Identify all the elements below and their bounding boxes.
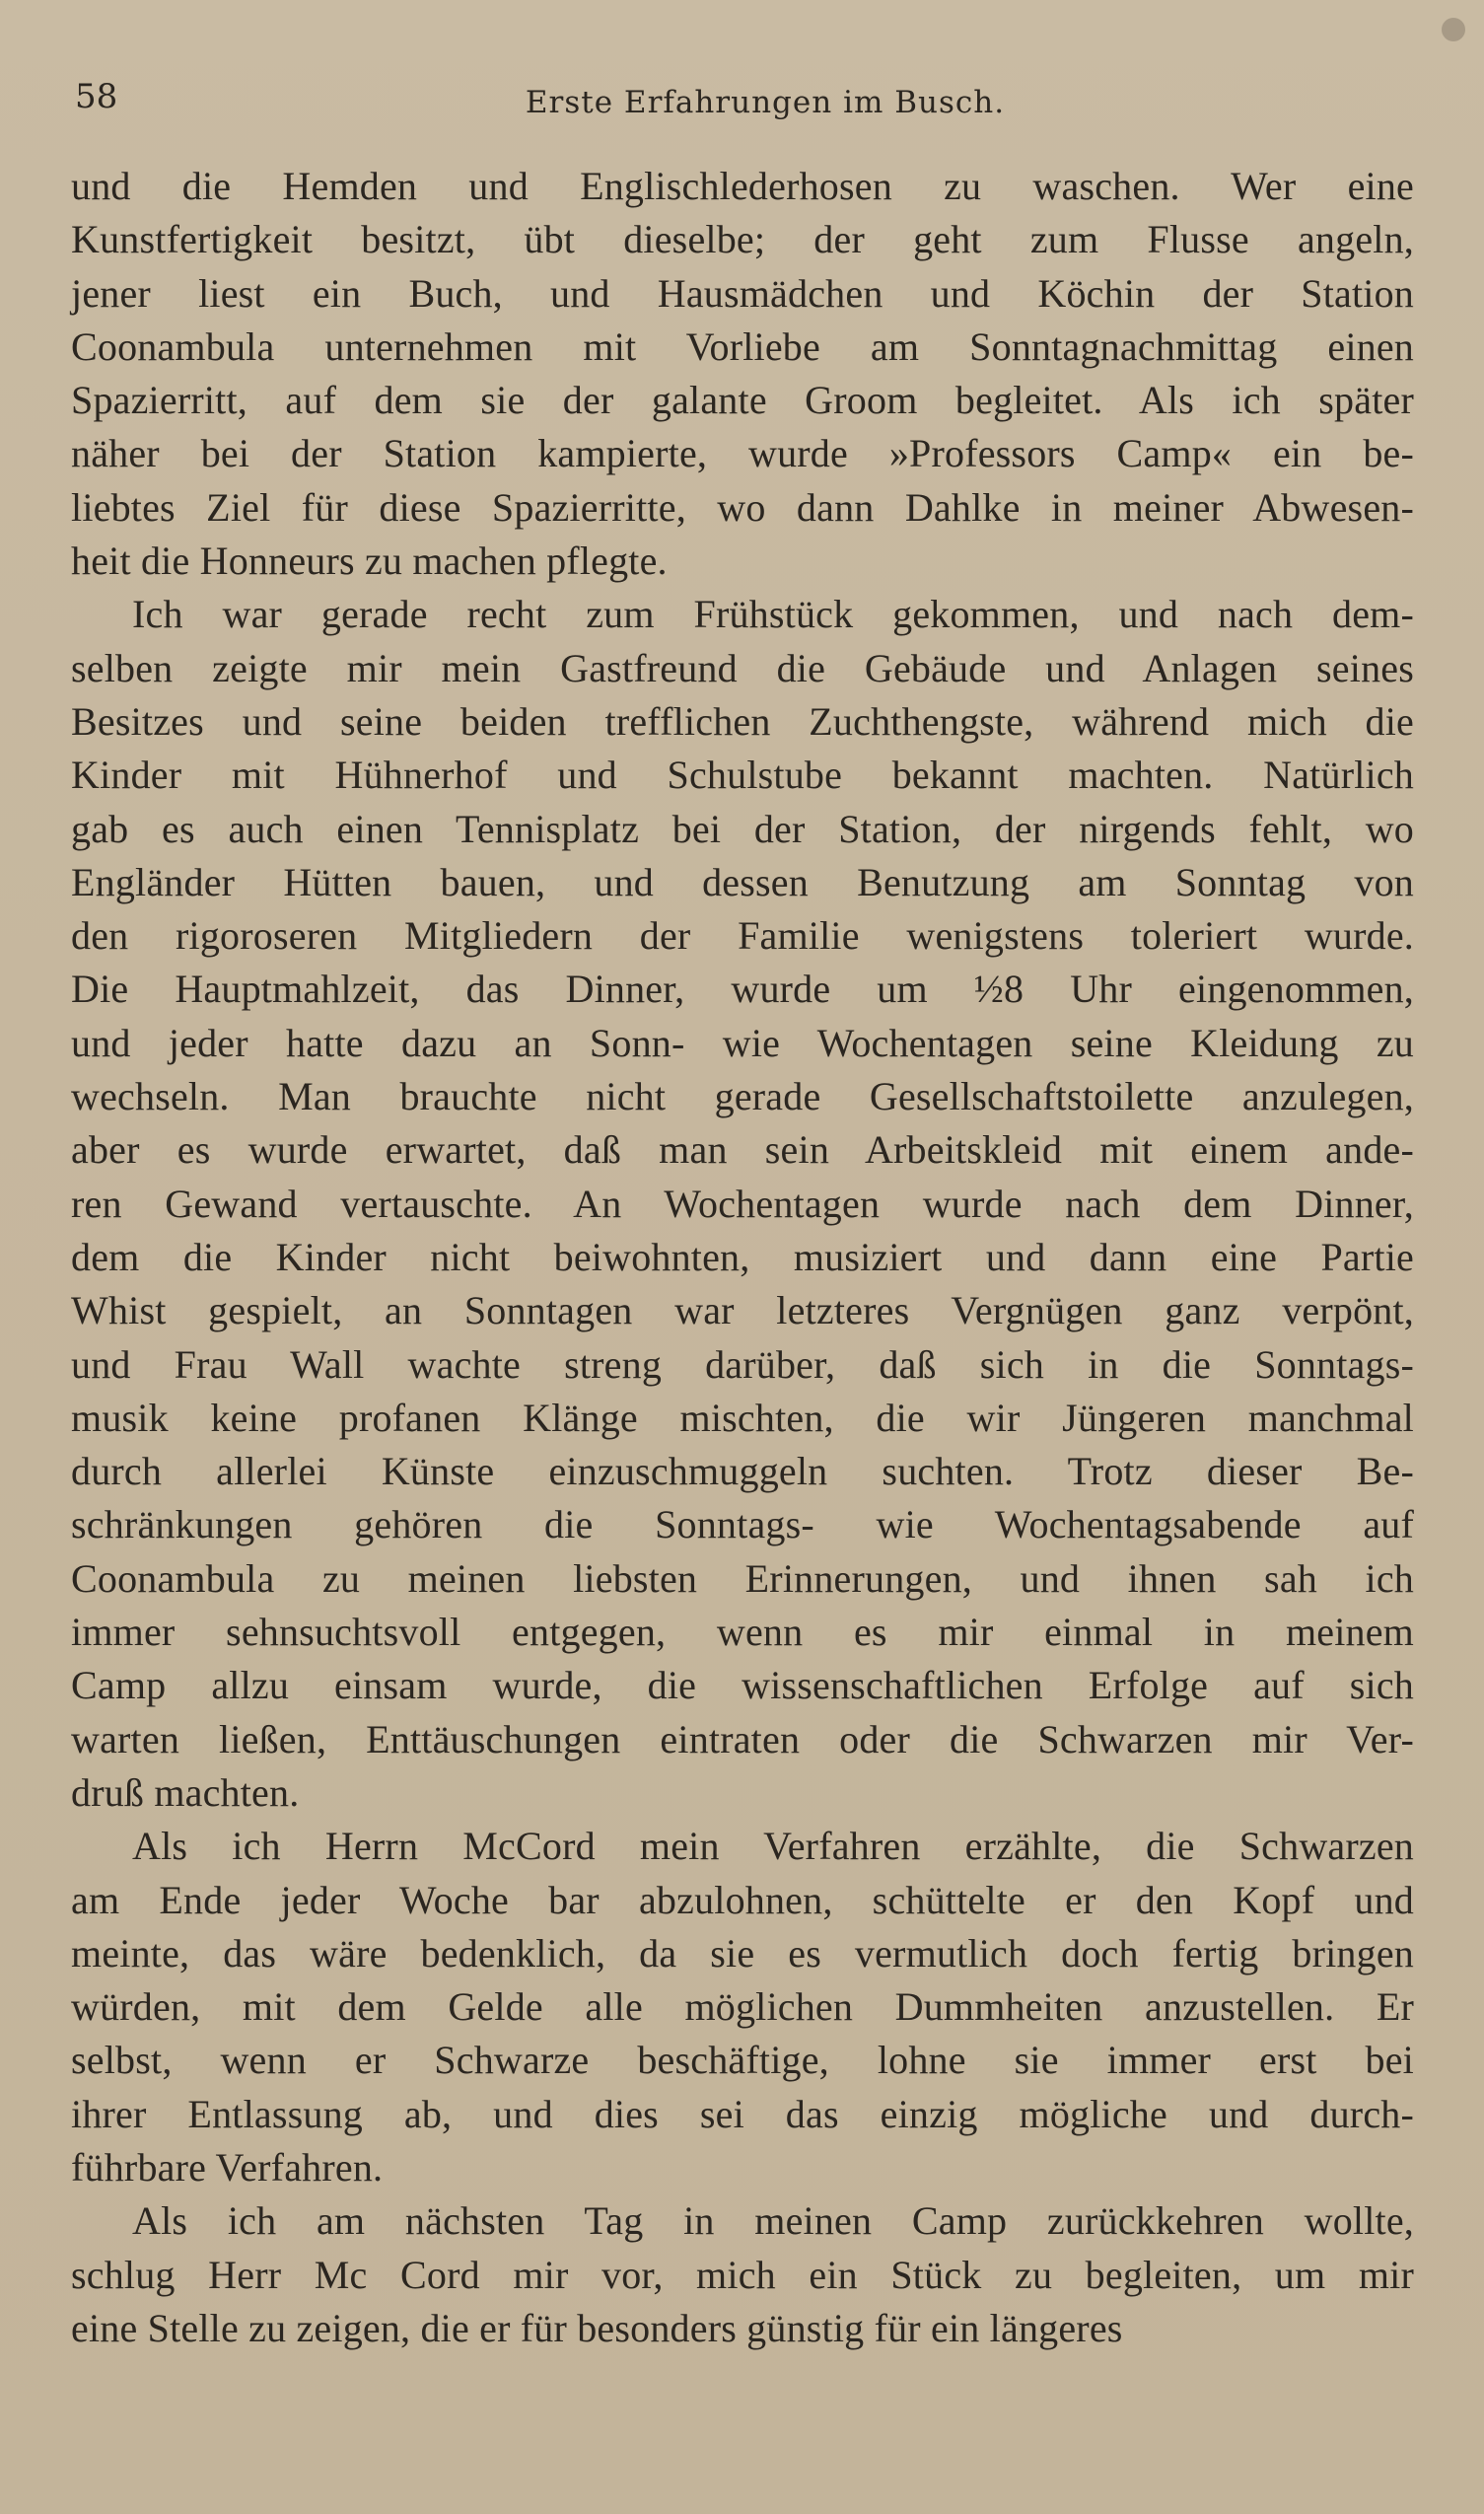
text-line: Ich war gerade recht zum Frühstück gekommen, und nach dem- (132, 592, 1414, 637)
page-number: 58 (75, 77, 118, 116)
text-line: und Frau Wall wachte streng darüber, daß sich in die Sonntags- (71, 1341, 1414, 1387)
text-line: Kinder mit Hühnerhof und Schulstube bekannt machten. Natürlich (71, 753, 1414, 798)
text-line: selben zeigte mir mein Gastfreund die Gebäude und Anlagen seines (71, 645, 1414, 690)
text-line: Als ich am nächsten Tag in meinen Camp zurückkehren wollte, (132, 2198, 1414, 2244)
text-line: jener liest ein Buch, und Hausmädchen und Köchin der Station (71, 270, 1414, 316)
text-line: und die Hemden und Englischlederhosen zu waschen. Wer eine (71, 164, 1414, 208)
text-line: aber es wurde erwartet, daß man sein Arbeitskleid mit einem ande- (71, 1127, 1414, 1173)
text-line: schlug Herr Mc Cord mir vor, mich ein Stück zu begleiten, um mir (71, 2252, 1414, 2297)
text-line: meinte, das wäre bedenklich, da sie es vermutlich doch fertig bringen (71, 1930, 1414, 1975)
text-line: immer sehnsuchtsvoll entgegen, wenn es mir einmal in meinem (71, 1610, 1414, 1655)
text-line: Whist gespielt, an Sonntagen war letzteres Vergnügen ganz verpönt, (71, 1288, 1414, 1333)
text-line: liebtes Ziel für diese Spazierritte, wo dann Dahlke in meiner Abwesen- (71, 484, 1414, 530)
paragraph (71, 588, 1414, 1820)
text-line: Die Hauptmahlzeit, das Dinner, wurde um ½8 Uhr eingenommen, (71, 967, 1414, 1012)
text-line: dem die Kinder nicht beiwohnten, musiziert und dann eine Partie (71, 1234, 1414, 1279)
text-line: heit die Honneurs zu machen pflegte. (71, 539, 668, 584)
text-line: den rigoroseren Mitgliedern der Familie wenigstens toleriert wurde. (71, 913, 1414, 959)
text-line: Besitzes und seine beiden trefflichen Zuchthengste, während mich die (71, 698, 1414, 744)
text-line: näher bei der Station kampierte, wurde »Professors Camp« ein be- (71, 431, 1414, 476)
text-line: ihrer Entlassung ab, und dies sei das einzig mögliche und durch- (71, 2091, 1414, 2136)
text-line: am Ende jeder Woche bar abzulohnen, schüttelte er den Kopf und (71, 1877, 1414, 1922)
text-line: warten ließen, Enttäuschungen eintraten oder die Schwarzen mir Ver- (71, 1716, 1414, 1761)
paragraph (71, 1820, 1414, 2194)
page-header (75, 77, 1416, 126)
paper-stain (1442, 18, 1465, 41)
text-line: eine Stelle zu zeigen, die er für besonders günstig für ein längeres (71, 2305, 1123, 2350)
text-line: und jeder hatte dazu an Sonn- wie Wochentagen seine Kleidung zu (71, 1020, 1414, 1065)
paragraph (71, 160, 1414, 588)
text-line: ren Gewand vertauschte. An Wochentagen wurde nach dem Dinner, (71, 1181, 1414, 1226)
text-line: Kunstfertigkeit besitzt, übt dieselbe; der geht zum Flusse angeln, (71, 217, 1414, 262)
text-line: Camp allzu einsam wurde, die wissenschaftlichen Erfolge auf sich (71, 1663, 1414, 1708)
text-line: führbare Verfahren. (71, 2144, 384, 2190)
paragraph (71, 2194, 1414, 2355)
text-line: wechseln. Man brauchte nicht gerade Gesellschaftstoilette anzulegen, (71, 1074, 1414, 1119)
text-line: selbst, wenn er Schwarze beschäftige, lohne sie immer erst bei (71, 2038, 1414, 2083)
text-line: Als ich Herrn McCord mein Verfahren erzählte, die Schwarzen (132, 1824, 1414, 1869)
text-line: schränkungen gehören die Sonntags- wie Wochentagsabende auf (71, 1502, 1414, 1547)
text-line: gab es auch einen Tennisplatz bei der Station, der nirgends fehlt, wo (71, 806, 1414, 851)
running-head: Erste Erfahrungen im Busch. (525, 85, 1006, 120)
text-line: Engländer Hütten bauen, und dessen Benutzung am Sonntag von (71, 859, 1414, 904)
text-line: durch allerlei Künste einzuschmuggeln suchten. Trotz dieser Be- (71, 1449, 1414, 1494)
text-line: Spazierritt, auf dem sie der galante Groom begleitet. Als ich später (71, 378, 1414, 423)
text-line: Coonambula zu meinen liebsten Erinnerungen, und ihnen sah ich (71, 1555, 1414, 1601)
text-line: würden, mit dem Gelde alle möglichen Dummheiten anzustellen. Er (71, 1984, 1414, 2030)
text-line: druß machten. (71, 1769, 300, 1815)
body-text (71, 160, 1414, 2355)
text-line: Coonambula unternehmen mit Vorliebe am Sonntagnachmittag einen (71, 323, 1414, 369)
text-line: musik keine profanen Klänge mischten, die wir Jüngeren manchmal (71, 1395, 1414, 1440)
